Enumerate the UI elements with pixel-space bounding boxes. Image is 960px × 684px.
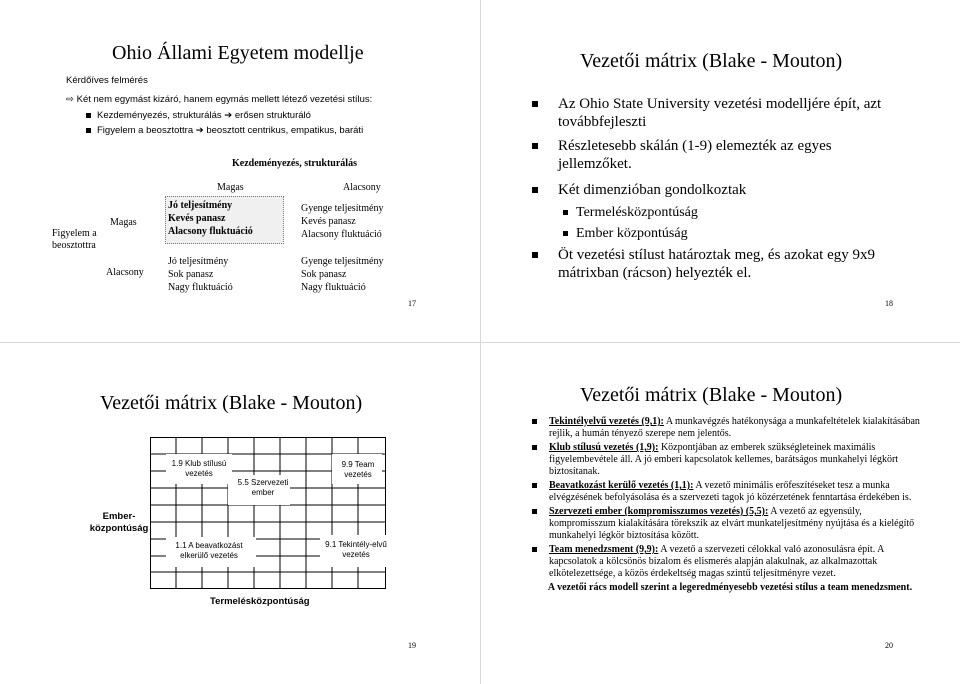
page-number: 20: [885, 641, 893, 650]
page-number: 19: [408, 641, 416, 650]
style-1-9-label: 1.9 Klub stílusú vezetés: [171, 459, 227, 478]
x-axis-label: Termelésközpontúság: [210, 596, 310, 607]
cell-high-high: Jó teljesítmény Kevés panasz Alacsony fluktuáció: [168, 200, 253, 237]
list-item: Team menedzsment (9,9): A vezető a szervezeti célokkal való azonosulásra épít. A kapcsolatok a kölcsönös bizalom és elismerés alapján alakulnak, az alkalmazottak elkötelezettsége, a közös érdekeltség magas szintű teljesítményre vezet.: [530, 544, 930, 580]
list-item: Szervezeti ember (kompromisszumos vezetés) (5,5): A vezető az egyensúly, kompromisszum kialakítására törekszik az elvárt munkateljesítmény nyújtása és a kielégítő munkahelyi légkör biztosítása között.: [530, 506, 930, 542]
slide-title: Vezetői mátrix (Blake - Mouton): [580, 384, 843, 406]
bullet-consideration: Figyelem a beosztottra ➔ beosztott centrikus, empatikus, baráti: [86, 125, 363, 136]
styles-line: ⇨ Két nem egymást kizáró, hanem egymás mellett létező vezetési stílus:: [66, 94, 373, 105]
list-item: Részletesebb skálán (1-9) elemezték az egyes jellemzőket.: [558, 138, 832, 172]
cell-high-low: Gyenge teljesítmény Kevés panasz Alacsony fluktuáció: [301, 203, 384, 240]
list-subitem: Termelésközpontúság: [576, 205, 698, 220]
slide-title: Vezetői mátrix (Blake - Mouton): [100, 392, 363, 414]
style-1-1-label: 1.1 A beavatkozást elkerülő vezetés: [175, 541, 243, 560]
list-subitem: Ember központúság: [576, 226, 688, 241]
slide-title: Ohio Állami Egyetem modellje: [112, 42, 364, 64]
horizontal-divider: [0, 342, 960, 343]
square-bullet-icon: [532, 143, 538, 149]
list-item: Az Ohio State University vezetési modelljére épít, azt továbbfejleszti: [558, 96, 882, 130]
square-bullet-icon: [532, 187, 538, 193]
y-axis-label: Ember-központúság: [89, 511, 149, 534]
grid-row-label: Figyelem a beosztottra: [52, 228, 97, 251]
style-description-list: [530, 416, 930, 594]
list-item: Klub stílusú vezetés (1,9): Központjában az emberek szükségleteinek maximális figyelembevétele áll. A jó emberi kapcsolatok kellemes, barátságos munkahelyi légkört biztosítanak.: [530, 442, 930, 478]
square-bullet-icon: [532, 445, 537, 450]
style-9-1-label: 9.1 Tekintély-elvű vezetés: [325, 540, 387, 559]
list-item: Két dimenzióban gondolkoztak: [558, 182, 747, 198]
square-bullet-icon: [532, 252, 538, 258]
grid-column-header: Kezdeményezés, strukturálás: [232, 158, 357, 169]
cell-low-low: Gyenge teljesítmény Sok panasz Nagy fluktuáció: [301, 256, 384, 293]
row-high-label: Magas: [110, 217, 137, 228]
page-number: 18: [885, 299, 893, 308]
list-item: Beavatkozást kerülő vezetés (1,1): A vezető minimális erőfeszítéseket tesz a munka elvégzésének befolyásolása és a szervezeti tagok jó közérzetének fenntartása érdekében is.: [530, 480, 930, 504]
square-bullet-icon: [532, 509, 537, 514]
square-bullet-icon: [563, 231, 568, 236]
square-bullet-icon: [532, 101, 538, 107]
style-9-9-label: 9.9 Team vezetés: [341, 460, 375, 479]
square-bullet-icon: [86, 113, 91, 118]
cell-low-high: Jó teljesítmény Sok panasz Nagy fluktuáció: [168, 256, 233, 293]
slide-title: Vezetői mátrix (Blake - Mouton): [580, 50, 843, 72]
square-bullet-icon: [532, 547, 537, 552]
row-low-label: Alacsony: [106, 267, 144, 278]
style-5-5-label: 5.5 Szervezeti ember: [237, 478, 289, 497]
square-bullet-icon: [563, 210, 568, 215]
right-arrow-icon: ➔: [195, 125, 204, 136]
list-item: Tekintélyelvű vezetés (9,1): A munkavégzés hatékonysága a munkafeltételek kialakításában rejlik, a humán tényező szerepe nem jelentős.: [530, 416, 930, 440]
survey-line: Kérdőíves felmérés: [66, 75, 148, 86]
page-number: 17: [408, 299, 416, 308]
outline-arrow-icon: ⇨: [66, 94, 74, 105]
list-item: Öt vezetési stílust határoztak meg, és azokat egy 9x9 mátrixban (rácson) helyezték el.: [558, 247, 875, 281]
square-bullet-icon: [532, 419, 537, 424]
bullet-structuring: Kezdeményezés, strukturálás ➔ erősen strukturáló: [86, 110, 311, 121]
conclusion-text: A vezetői rács modell szerint a legeredményesebb vezetési stílus a team menedzsment.: [547, 582, 913, 593]
column-low-label: Alacsony: [343, 182, 381, 193]
column-high-label: Magas: [217, 182, 244, 193]
square-bullet-icon: [532, 483, 537, 488]
right-arrow-icon: ➔: [224, 110, 233, 121]
square-bullet-icon: [86, 128, 91, 133]
